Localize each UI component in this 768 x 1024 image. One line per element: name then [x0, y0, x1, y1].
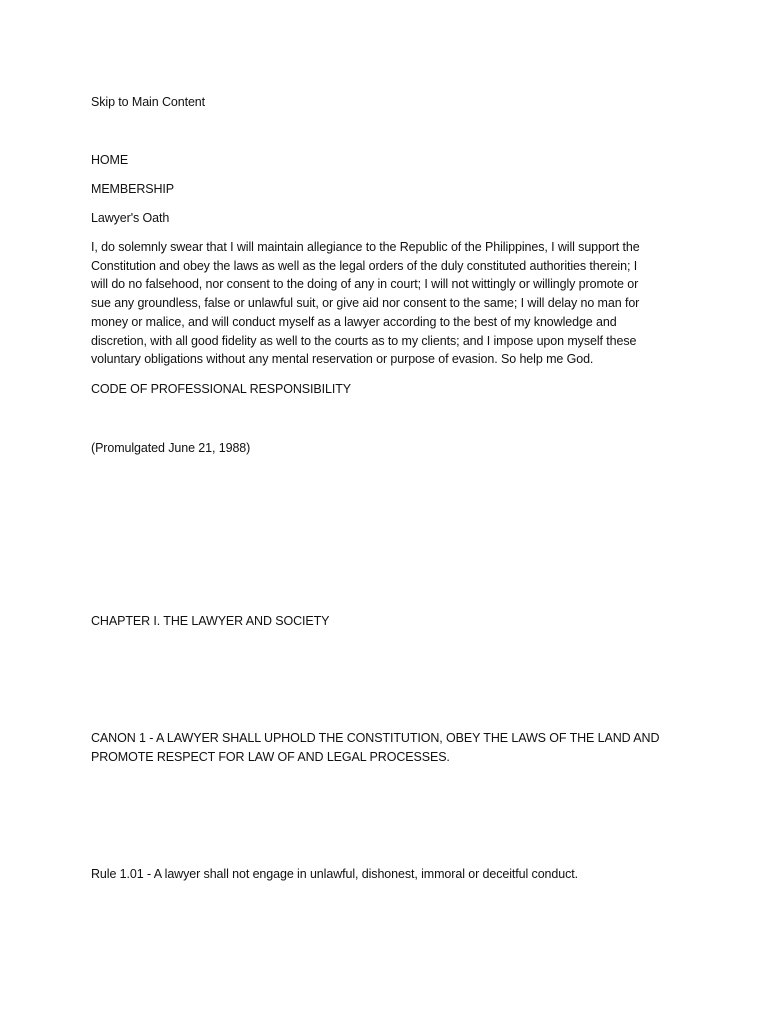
- canon-line: PROMOTE RESPECT FOR LAW OF AND LEGAL PROCESSES.: [91, 749, 450, 764]
- oath-line: discretion, with all good fidelity as well to the courts as to my clients; and I impose upon myself these: [91, 333, 637, 348]
- oath-line: will do no falsehood, nor consent to the doing of any in court; I will not wittingly or willingly promote or: [91, 277, 639, 292]
- code-title: CODE OF PROFESSIONAL RESPONSIBILITY: [91, 382, 351, 396]
- promulgation-date: (Promulgated June 21, 1988): [91, 441, 251, 455]
- nav-home-link[interactable]: HOME: [91, 153, 129, 167]
- oath-title: Lawyer's Oath: [91, 211, 170, 225]
- oath-line: sue any groundless, false or unlawful suit, or give aid nor consent to the same; I will delay no man for: [91, 296, 640, 311]
- skip-to-main-content-link[interactable]: Skip to Main Content: [91, 95, 206, 109]
- nav-membership-link[interactable]: MEMBERSHIP: [91, 182, 175, 196]
- oath-line: voluntary obligations without any mental reservation or purpose of evasion. So help me God.: [91, 352, 594, 367]
- chapter-heading: CHAPTER I. THE LAWYER AND SOCIETY: [91, 614, 330, 628]
- rule-1-01: Rule 1.01 - A lawyer shall not engage in unlawful, dishonest, immoral or deceitful conduct.: [91, 867, 579, 881]
- oath-line: Constitution and obey the laws as well as the legal orders of the duly constituted authorities therein; I: [91, 258, 638, 273]
- canon-1-heading: [91, 729, 681, 766]
- oath-line: money or malice, and will conduct myself as a lawyer according to the best of my knowledge and: [91, 314, 617, 329]
- oath-line: I, do solemnly swear that I will maintain allegiance to the Republic of the Philippines, I will support the: [91, 240, 640, 254]
- canon-line: CANON 1 - A LAWYER SHALL UPHOLD THE CONSTITUTION, OBEY THE LAWS OF THE LAND AND: [91, 731, 660, 745]
- oath-paragraph: [91, 238, 681, 369]
